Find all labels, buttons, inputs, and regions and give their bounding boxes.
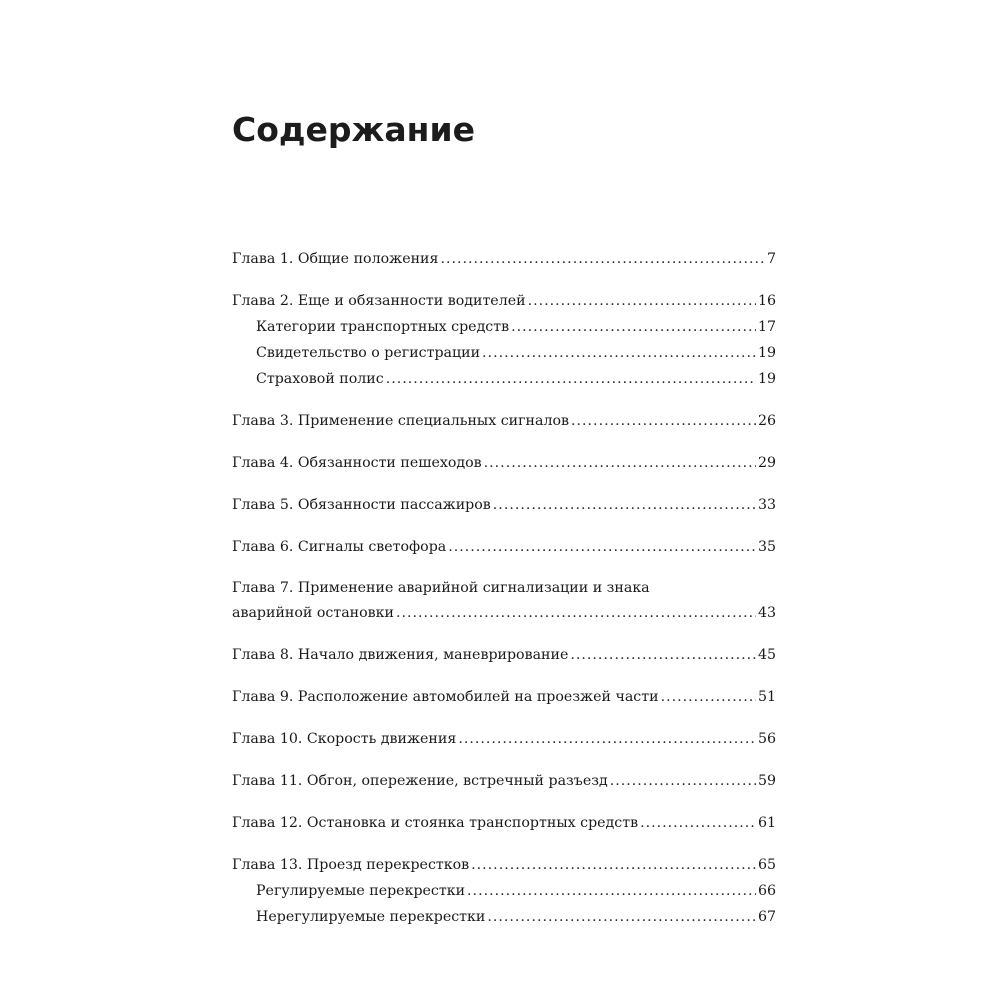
toc-page-number: 67 <box>757 909 776 925</box>
toc-entry-row <box>232 852 776 878</box>
toc-entry-row <box>232 600 776 626</box>
toc-page-number: 16 <box>757 293 776 309</box>
dot-leader <box>570 642 756 668</box>
toc-entry-label: Глава 13. Проезд перекрестков <box>232 857 470 873</box>
toc-entry <box>232 408 776 434</box>
toc-entry-label: аварийной остановки <box>232 605 394 621</box>
toc-page-number: 33 <box>757 497 776 513</box>
toc-entry-row <box>232 810 776 836</box>
toc-entry-label: Глава 9. Расположение автомобилей на проезжей части <box>232 689 659 705</box>
table-of-contents <box>232 246 776 930</box>
toc-entry-row <box>232 684 776 710</box>
toc-subentry <box>232 314 776 340</box>
dot-leader <box>458 726 756 752</box>
dot-leader <box>467 878 756 904</box>
toc-page-number: 59 <box>757 773 776 789</box>
toc-entry-row <box>232 492 776 518</box>
toc-entry <box>232 852 776 930</box>
toc-entry <box>232 768 776 794</box>
toc-page-number: 56 <box>757 731 776 747</box>
dot-leader <box>448 534 756 560</box>
dot-leader <box>471 852 756 878</box>
dot-leader <box>396 600 756 626</box>
toc-entry-label: Глава 6. Сигналы светофора <box>232 539 447 555</box>
toc-entry <box>232 534 776 560</box>
toc-subentry <box>232 340 776 366</box>
toc-entry-row <box>232 450 776 476</box>
toc-page-number: 43 <box>757 605 776 621</box>
toc-entry-label: Глава 5. Обязанности пассажиров <box>232 497 491 513</box>
toc-entry-label: Свидетельство о регистрации <box>256 345 481 361</box>
toc-entry <box>232 576 776 626</box>
toc-entry <box>232 288 776 392</box>
toc-page-number: 26 <box>757 413 776 429</box>
toc-subentry <box>232 366 776 392</box>
toc-entry-row <box>232 288 776 314</box>
toc-entry-label: Глава 10. Скорость движения <box>232 731 457 747</box>
toc-entry <box>232 492 776 518</box>
toc-entry <box>232 726 776 752</box>
toc-entry-label: Глава 3. Применение специальных сигналов <box>232 413 570 429</box>
dot-leader <box>610 768 756 794</box>
toc-entry-label-line: Глава 7. Применение аварийной сигнализации и знака <box>232 580 650 596</box>
toc-entry-label: Глава 8. Начало движения, маневрирование <box>232 647 569 663</box>
toc-page-number: 65 <box>757 857 776 873</box>
toc-page-number: 7 <box>766 251 776 267</box>
toc-entry <box>232 450 776 476</box>
toc-entry-label: Страховой полис <box>256 371 384 387</box>
dot-leader <box>440 246 765 272</box>
dot-leader <box>511 314 756 340</box>
toc-page-number: 29 <box>757 455 776 471</box>
toc-entry-row <box>232 726 776 752</box>
toc-entry-row <box>232 534 776 560</box>
dot-leader <box>661 684 756 710</box>
toc-page-number: 35 <box>757 539 776 555</box>
toc-page-number: 19 <box>757 345 776 361</box>
dot-leader <box>528 288 756 314</box>
toc-page-number: 19 <box>757 371 776 387</box>
toc-entry-row <box>232 768 776 794</box>
dot-leader <box>493 492 756 518</box>
dot-leader <box>484 450 756 476</box>
toc-page-number: 66 <box>757 883 776 899</box>
toc-entry-label: Глава 2. Еще и обязанности водителей <box>232 293 526 309</box>
dot-leader <box>482 340 756 366</box>
toc-page-number: 45 <box>757 647 776 663</box>
dot-leader <box>386 366 756 392</box>
toc-subentry <box>232 878 776 904</box>
toc-page-number: 61 <box>757 815 776 831</box>
toc-page-number: 51 <box>757 689 776 705</box>
toc-subentry <box>232 904 776 930</box>
page-title: Содержание <box>232 110 475 149</box>
toc-entry-label: Глава 11. Обгон, опережение, встречный разъезд <box>232 773 608 789</box>
toc-entry-label: Глава 1. Общие положения <box>232 251 439 267</box>
toc-entry <box>232 642 776 668</box>
toc-entry-label: Нерегулируемые перекрестки <box>256 909 486 925</box>
dot-leader <box>487 904 756 930</box>
dot-leader <box>640 810 756 836</box>
toc-entry-label: Глава 12. Остановка и стоянка транспортных средств <box>232 815 639 831</box>
dot-leader <box>571 408 756 434</box>
toc-entry-label: Глава 4. Обязанности пешеходов <box>232 455 482 471</box>
toc-entry-row <box>232 642 776 668</box>
toc-entry <box>232 810 776 836</box>
toc-entry-row <box>232 408 776 434</box>
toc-page-number: 17 <box>757 319 776 335</box>
toc-entry-row <box>232 246 776 272</box>
toc-entry-label: Регулируемые перекрестки <box>256 883 466 899</box>
toc-entry <box>232 684 776 710</box>
toc-entry <box>232 246 776 272</box>
toc-entry-label: Категории транспортных средств <box>256 319 510 335</box>
